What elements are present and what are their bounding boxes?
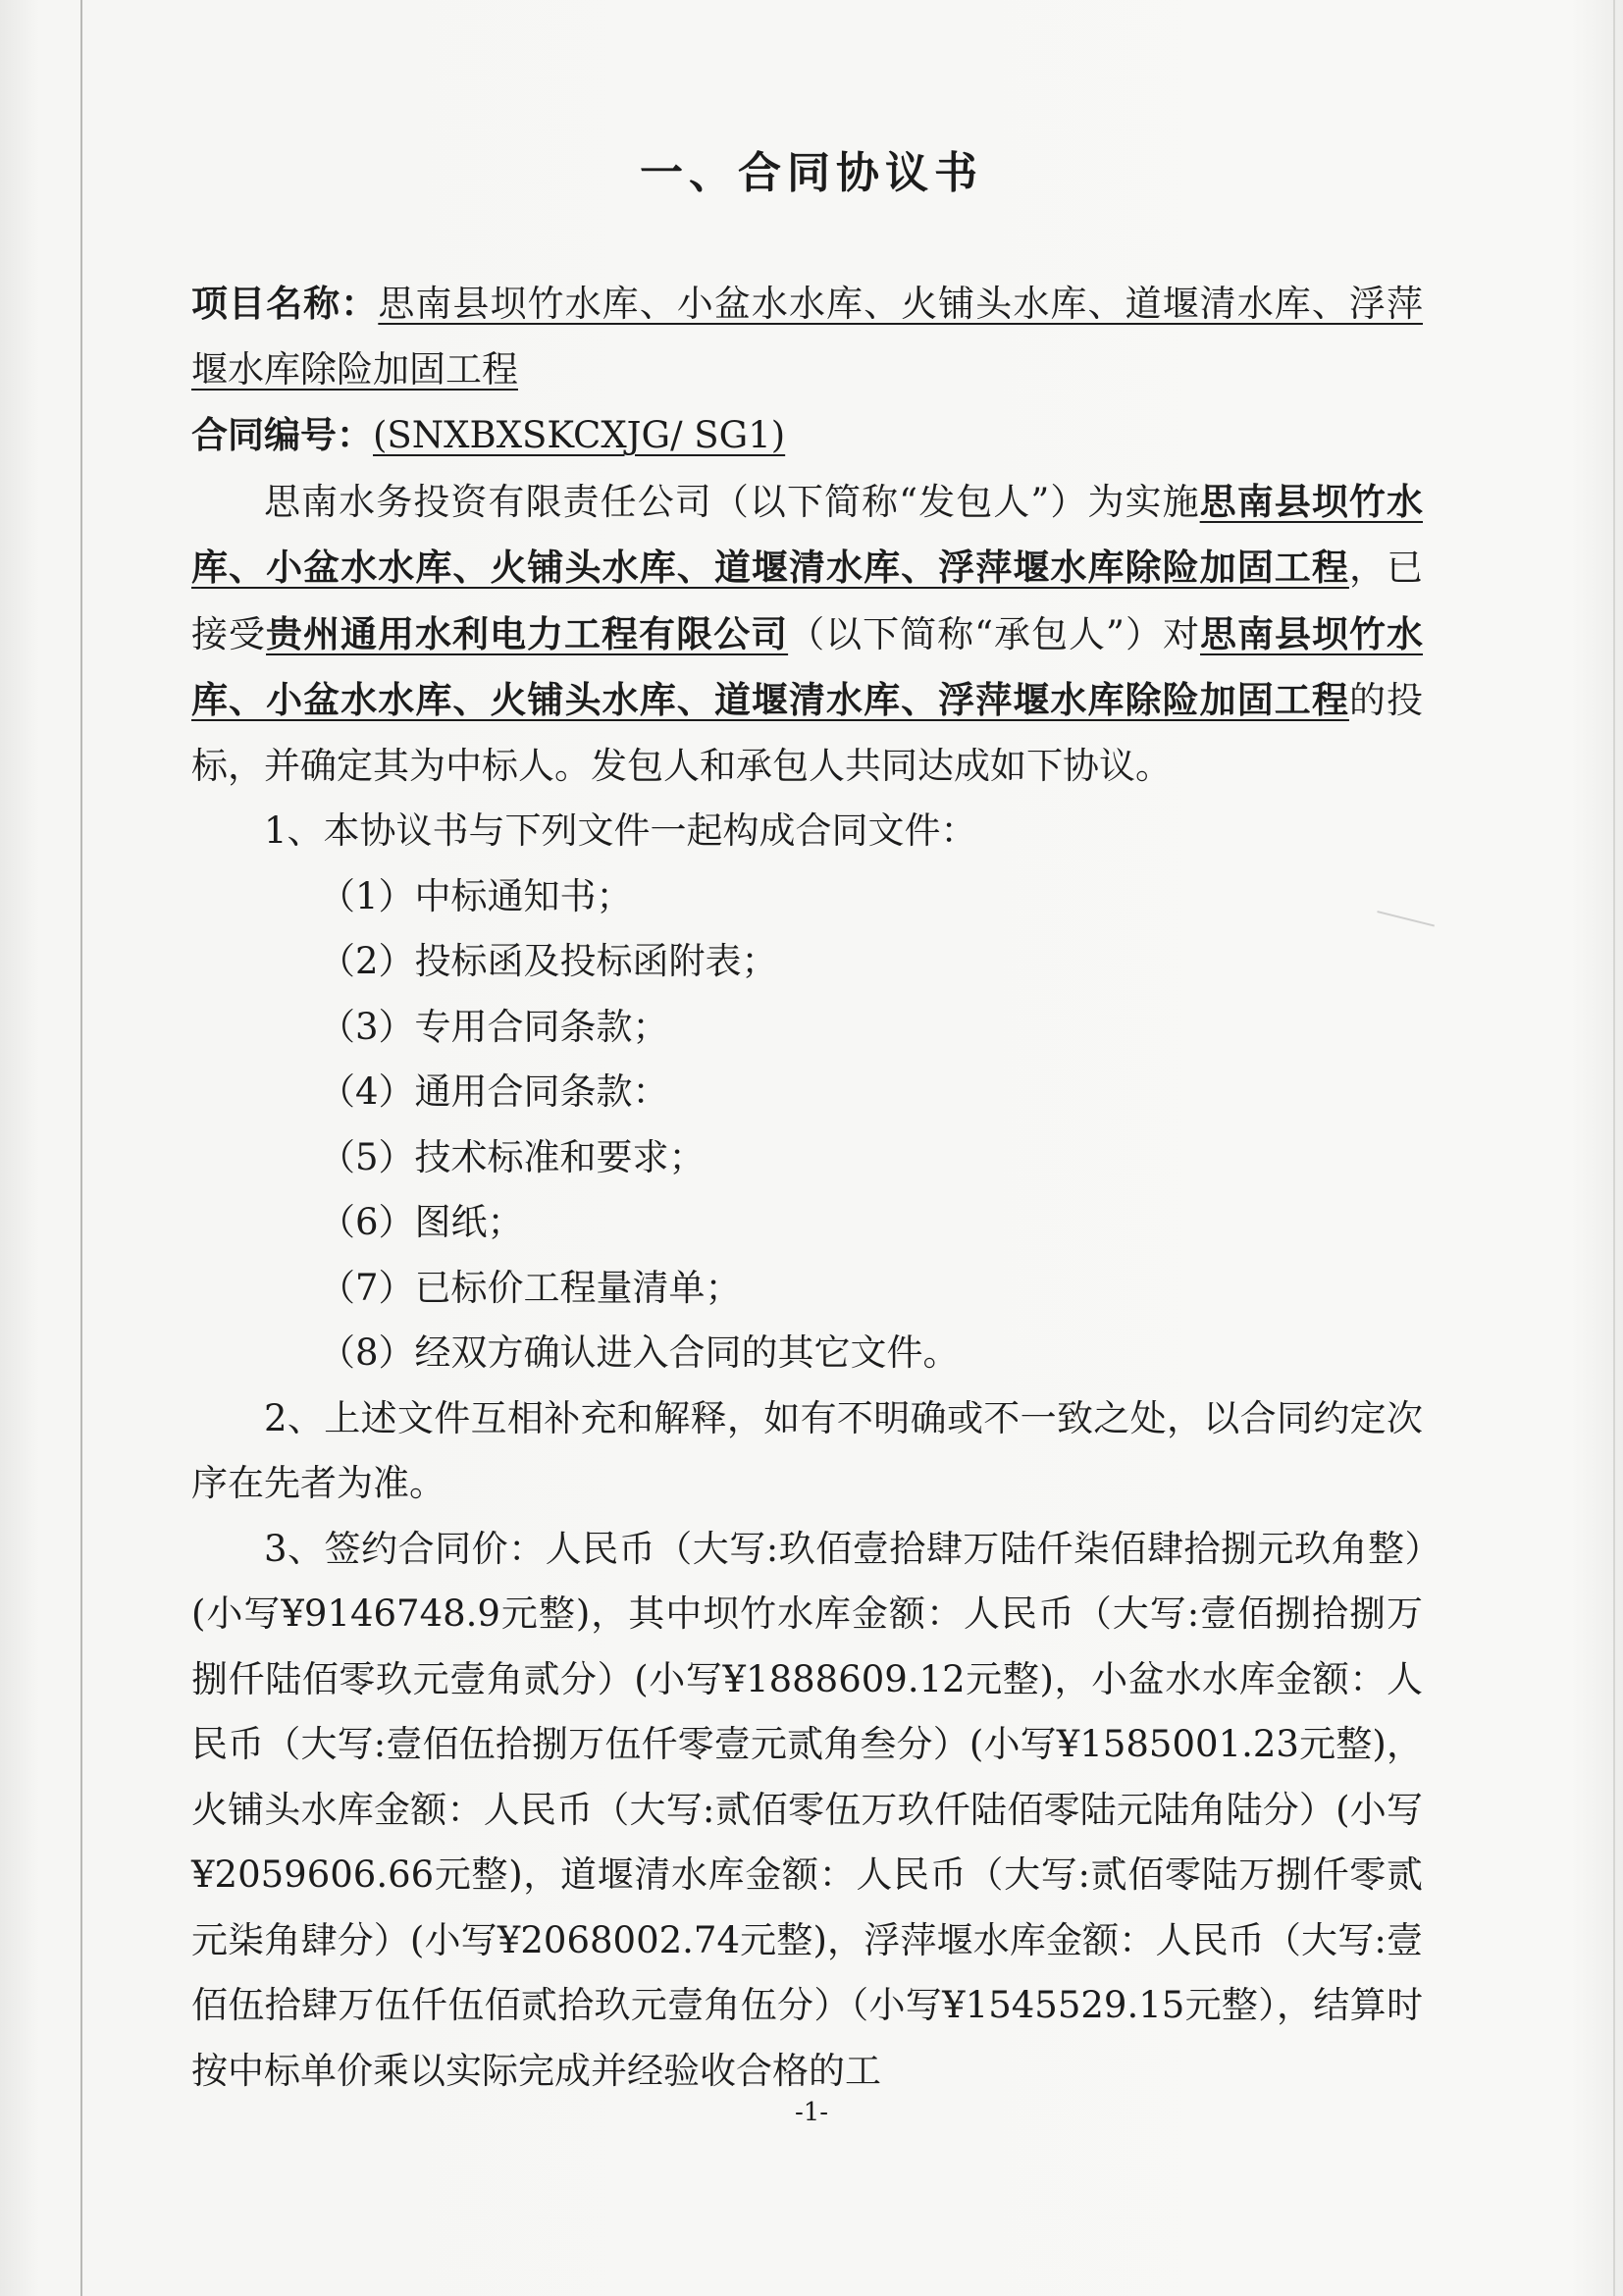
intro-project-2: 思南县坝竹水库、小盆水水库、火铺头水库、道堰清水库、浮萍堰水库除险加固工程 — [191, 611, 1424, 721]
clause-1-heading: 1、本协议书与下列文件一起构成合同文件： — [264, 809, 977, 852]
intro-text-1: 思南水务投资有限责任公司（以下简称“发包人”）为实施 — [264, 480, 1200, 523]
list-item: （5）技术标准和要求； — [319, 1135, 706, 1178]
document-body — [191, 271, 1423, 2104]
contract-no-label: 合同编号： — [191, 413, 373, 456]
list-item: （3）专用合同条款； — [319, 1005, 669, 1048]
intro-paragraph — [191, 469, 1423, 800]
list-item: （7）已标价工程量清单； — [319, 1266, 742, 1309]
list-item: （8）经双方确认进入合同的其它文件。 — [319, 1331, 960, 1374]
list-item: （4）通用合同条款： — [319, 1070, 669, 1113]
intro-project-1: 思南县坝竹水库、小盆水水库、火铺头水库、道堰清水库、浮萍堰水库除险加固工程 — [191, 479, 1423, 589]
list-item: （2）投标函及投标函附表； — [319, 940, 778, 982]
page-edge — [1613, 0, 1615, 2296]
clause-3: 3、签约合同价：人民币（大写:玖佰壹拾肆万陆仟柒佰肆拾捌元玖角整）(小写¥9146748.9元整)，其中坝竹水库金额：人民币（大写:壹佰捌拾捌万捌仟陆佰零玖元壹角贰分）(小写¥1888609.12元整)，小盆水水库金额：人民币（大写:壹佰伍拾捌万伍仟零壹元贰角叁分）(小写¥1585001.23元整)，火铺头水库金额：人民币（大写:贰佰零伍万玖仟陆佰零陆元陆角陆分）(小写¥2059606.66元整)，道堰清水库金额：人民币（大写:贰佰零陆万捌仟零贰元柒角肆分）(小写¥2068002.74元整)，浮萍堰水库金额：人民币（大写:壹佰伍拾肆万伍仟伍佰贰拾玖元壹角伍分）（小写¥1545529.15元整），结算时按中标单价乘以实际完成并经验收合格的工 — [191, 1527, 1423, 2092]
intro-text-3: （以下简称“承包人”）对 — [788, 612, 1200, 655]
project-label: 项目名称： — [191, 282, 379, 325]
intro-contractor: 贵州通用水利电力工程有限公司 — [266, 611, 789, 655]
contract-no-value: (SNXBXSKCXJG/ SG1) — [373, 414, 786, 456]
intro-text-2: ，已接受 — [191, 547, 1423, 655]
clause-2: 2、上述文件互相补充和解释，如有不明确或不一致之处，以合同约定次序在先者为准。 — [191, 1396, 1423, 1504]
intro-text-4: 的投标，并确定其为中标人。发包人和承包人共同达成如下协议。 — [191, 679, 1423, 787]
list-item: （6）图纸； — [319, 1201, 524, 1243]
contract-number-line — [191, 402, 1423, 469]
list-item: （1）中标通知书； — [319, 874, 633, 917]
page-title: 一、合同协议书 — [640, 148, 983, 198]
project-name-line — [191, 271, 1423, 402]
binding-line — [80, 0, 82, 2296]
project-value: 思南县坝竹水库、小盆水水库、火铺头水库、道堰清水库、浮萍堰水库除险加固工程 — [191, 283, 1423, 391]
page-number: -1- — [794, 2098, 829, 2127]
